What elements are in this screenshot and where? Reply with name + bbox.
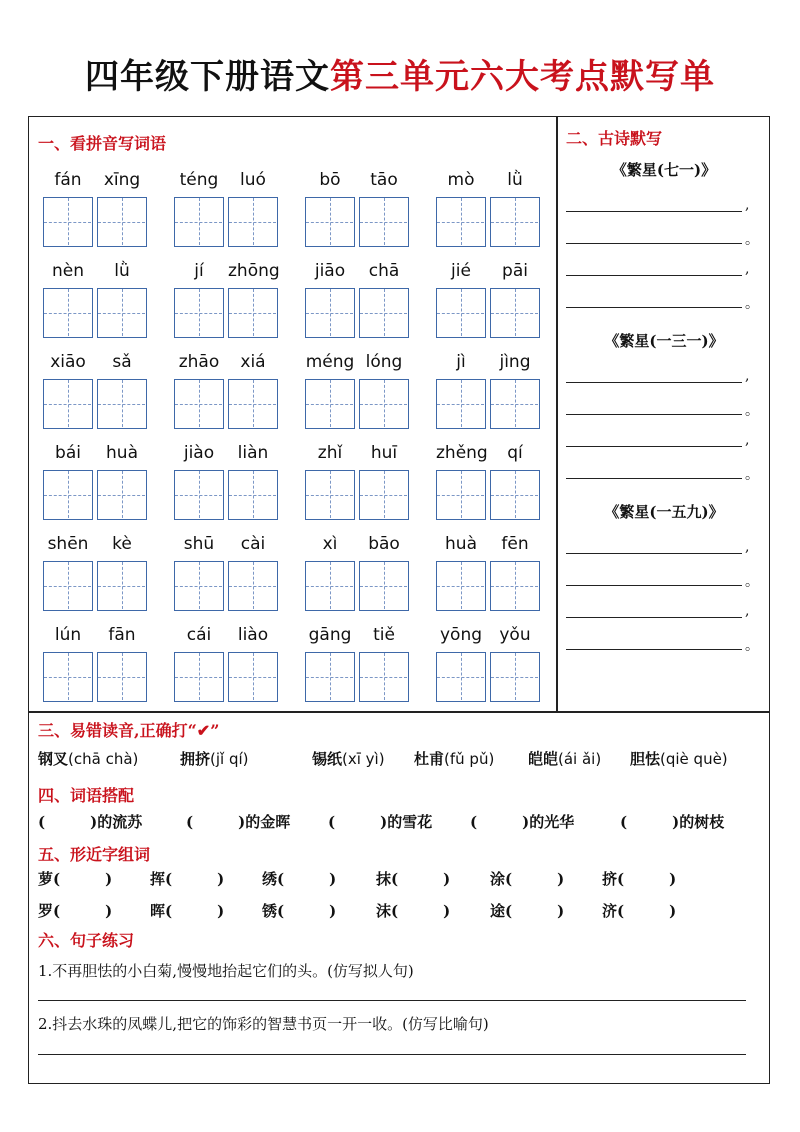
writing-box[interactable] bbox=[359, 470, 409, 520]
writing-box[interactable] bbox=[305, 470, 355, 520]
title-grade: 四年级下册语文 bbox=[85, 57, 330, 97]
writing-box[interactable] bbox=[97, 379, 147, 429]
writing-box[interactable] bbox=[436, 652, 486, 702]
poem-answer-line[interactable] bbox=[566, 307, 742, 308]
pinyin-label: mò bbox=[447, 170, 475, 190]
similar-char-item[interactable]: 挥( ) bbox=[150, 870, 225, 888]
pronunciation-options[interactable]: (chā chà) bbox=[68, 750, 139, 768]
pinyin-label: jié bbox=[451, 261, 471, 281]
writing-box[interactable] bbox=[359, 288, 409, 338]
pinyin-label: liàn bbox=[237, 443, 269, 463]
poem-answer-line[interactable] bbox=[566, 382, 742, 383]
writing-box[interactable] bbox=[436, 379, 486, 429]
section-divider bbox=[28, 711, 770, 713]
poem-title: 《繁星(七一)》 bbox=[611, 161, 717, 179]
collocation-item[interactable]: ( )的流苏 bbox=[38, 813, 143, 831]
similar-char-item[interactable]: 途( ) bbox=[490, 902, 565, 920]
pinyin-label: tiě bbox=[373, 625, 395, 645]
poem-punctuation: 。 bbox=[745, 403, 759, 419]
similar-char-item[interactable]: 锈( ) bbox=[262, 902, 337, 920]
similar-char-item[interactable]: 绣( ) bbox=[262, 870, 337, 888]
writing-box[interactable] bbox=[97, 197, 147, 247]
poem-answer-line[interactable] bbox=[566, 414, 742, 415]
title-unit: 第三单元六大考点默写单 bbox=[330, 57, 715, 97]
section4-title: 四、词语搭配 bbox=[38, 786, 135, 805]
pinyin-label: lóng bbox=[365, 352, 403, 372]
poem-punctuation: , bbox=[745, 368, 750, 384]
writing-box[interactable] bbox=[305, 288, 355, 338]
section6-title: 六、句子练习 bbox=[38, 931, 135, 950]
pinyin-label: lún bbox=[54, 625, 82, 645]
pronunciation-item[interactable] bbox=[38, 748, 138, 769]
poem-answer-line[interactable] bbox=[566, 649, 742, 650]
writing-box[interactable] bbox=[305, 561, 355, 611]
similar-char-item[interactable]: 挤( ) bbox=[602, 870, 677, 888]
pronunciation-word: 杜甫 bbox=[414, 750, 445, 768]
pinyin-label: jì bbox=[456, 352, 466, 372]
similar-char-item[interactable]: 济( ) bbox=[602, 902, 677, 920]
pinyin-label: zhāo bbox=[178, 352, 220, 372]
writing-box[interactable] bbox=[436, 470, 486, 520]
section3-title-end: ” bbox=[210, 721, 220, 740]
answer-line-2[interactable] bbox=[38, 1054, 746, 1055]
section5-title: 五、形近字组词 bbox=[38, 845, 151, 864]
section3-title-text: 三、易错读音,正确打“ bbox=[38, 721, 197, 740]
pinyin-label: zhōng bbox=[228, 261, 280, 281]
pinyin-label: fān bbox=[108, 625, 136, 645]
pinyin-label: huà bbox=[445, 534, 477, 554]
writing-box[interactable] bbox=[305, 652, 355, 702]
writing-box[interactable] bbox=[228, 197, 278, 247]
writing-box[interactable] bbox=[97, 652, 147, 702]
pinyin-label: chā bbox=[368, 261, 400, 281]
pinyin-label: fēn bbox=[501, 534, 529, 554]
pronunciation-word: 钢叉 bbox=[38, 750, 69, 768]
poem-answer-line[interactable] bbox=[566, 211, 742, 212]
writing-box[interactable] bbox=[228, 652, 278, 702]
collocation-item[interactable]: ( )的光华 bbox=[470, 813, 575, 831]
pinyin-label: jiāo bbox=[314, 261, 346, 281]
pinyin-label: liào bbox=[237, 625, 269, 645]
pinyin-label: jiào bbox=[183, 443, 215, 463]
writing-box[interactable] bbox=[228, 379, 278, 429]
writing-box[interactable] bbox=[490, 379, 540, 429]
poem-answer-line[interactable] bbox=[566, 446, 742, 447]
writing-box[interactable] bbox=[490, 470, 540, 520]
pinyin-label: nèn bbox=[51, 261, 84, 281]
poem-title: 《繁星(一三一)》 bbox=[604, 332, 724, 350]
collocation-item[interactable]: ( )的金晖 bbox=[186, 813, 291, 831]
column-divider bbox=[556, 116, 558, 712]
writing-box[interactable] bbox=[174, 652, 224, 702]
pinyin-label: cài bbox=[240, 534, 266, 554]
pinyin-label: gāng bbox=[308, 625, 352, 645]
pinyin-label: yōng bbox=[439, 625, 483, 645]
pinyin-label: jìng bbox=[499, 352, 531, 372]
writing-box[interactable] bbox=[43, 561, 93, 611]
poem-answer-line[interactable] bbox=[566, 275, 742, 276]
pinyin-label: lǜ bbox=[114, 261, 130, 281]
pronunciation-word: 皑皑 bbox=[528, 750, 559, 768]
pinyin-label: sǎ bbox=[112, 352, 132, 372]
writing-box[interactable] bbox=[174, 561, 224, 611]
poem-punctuation: , bbox=[745, 197, 750, 213]
pinyin-label: tāo bbox=[370, 170, 398, 190]
section2-title: 二、古诗默写 bbox=[566, 129, 663, 148]
poem-punctuation: 。 bbox=[745, 574, 759, 590]
writing-box[interactable] bbox=[97, 470, 147, 520]
pronunciation-word: 胆怯 bbox=[630, 750, 661, 768]
pinyin-label: xiá bbox=[240, 352, 266, 372]
poem-punctuation: , bbox=[745, 432, 750, 448]
pinyin-label: zhǐ bbox=[317, 443, 343, 463]
section1-title: 一、看拼音写词语 bbox=[38, 134, 167, 153]
writing-box[interactable] bbox=[43, 470, 93, 520]
poem-answer-line[interactable] bbox=[566, 243, 742, 244]
writing-box[interactable] bbox=[43, 652, 93, 702]
similar-char-item[interactable]: 罗( ) bbox=[38, 902, 113, 920]
pronunciation-item[interactable] bbox=[312, 748, 385, 769]
pinyin-label: huà bbox=[106, 443, 138, 463]
writing-box[interactable] bbox=[174, 379, 224, 429]
poem-answer-line[interactable] bbox=[566, 617, 742, 618]
poem-punctuation: , bbox=[745, 261, 750, 277]
pinyin-label: luó bbox=[240, 170, 266, 190]
pronunciation-item[interactable] bbox=[528, 748, 601, 769]
sentence-question-1: 1.不再胆怯的小白菊,慢慢地抬起它们的头。(仿写拟人句) bbox=[38, 962, 414, 980]
pinyin-label: lǜ bbox=[507, 170, 523, 190]
poem-answer-line[interactable] bbox=[566, 478, 742, 479]
answer-line-1[interactable] bbox=[38, 1000, 746, 1001]
pinyin-label: qí bbox=[507, 443, 523, 463]
section3-title bbox=[38, 718, 219, 741]
pronunciation-options[interactable]: (fǔ pǔ) bbox=[444, 750, 495, 768]
writing-box[interactable] bbox=[436, 197, 486, 247]
writing-box[interactable] bbox=[228, 561, 278, 611]
pronunciation-options[interactable]: (jǐ qí) bbox=[210, 750, 249, 768]
writing-box[interactable] bbox=[490, 197, 540, 247]
similar-char-item[interactable]: 抹( ) bbox=[376, 870, 451, 888]
pronunciation-item[interactable] bbox=[414, 748, 494, 769]
pronunciation-item[interactable] bbox=[180, 748, 249, 769]
pronunciation-options[interactable]: (ái ǎi) bbox=[558, 750, 602, 768]
writing-box[interactable] bbox=[436, 561, 486, 611]
writing-box[interactable] bbox=[490, 561, 540, 611]
similar-char-item[interactable]: 涂( ) bbox=[490, 870, 565, 888]
sentence-question-2: 2.抖去水珠的凤蝶儿,把它的饰彩的智慧书页一开一收。(仿写比喻句) bbox=[38, 1015, 489, 1033]
writing-box[interactable] bbox=[174, 470, 224, 520]
pinyin-label: fán bbox=[54, 170, 82, 190]
writing-box[interactable] bbox=[490, 288, 540, 338]
pinyin-label: zhěng bbox=[436, 443, 488, 463]
writing-box[interactable] bbox=[490, 652, 540, 702]
pronunciation-options[interactable]: (qiè què) bbox=[660, 750, 728, 768]
similar-char-item[interactable]: 萝( ) bbox=[38, 870, 113, 888]
writing-box[interactable] bbox=[43, 197, 93, 247]
writing-box[interactable] bbox=[43, 288, 93, 338]
writing-box[interactable] bbox=[97, 561, 147, 611]
similar-char-item[interactable]: 沫( ) bbox=[376, 902, 451, 920]
pinyin-label: shū bbox=[183, 534, 215, 554]
writing-box[interactable] bbox=[174, 197, 224, 247]
pinyin-label: huī bbox=[370, 443, 398, 463]
pinyin-label: téng bbox=[179, 170, 219, 190]
writing-box[interactable] bbox=[174, 288, 224, 338]
writing-box[interactable] bbox=[436, 288, 486, 338]
writing-box[interactable] bbox=[228, 288, 278, 338]
pinyin-label: bái bbox=[55, 443, 81, 463]
writing-box[interactable] bbox=[43, 379, 93, 429]
pronunciation-word: 锡纸 bbox=[312, 750, 343, 768]
pinyin-label: xiāo bbox=[50, 352, 86, 372]
writing-box[interactable] bbox=[228, 470, 278, 520]
pinyin-label: bāo bbox=[368, 534, 400, 554]
page-title bbox=[0, 52, 800, 102]
pinyin-label: pāi bbox=[502, 261, 528, 281]
writing-box[interactable] bbox=[305, 197, 355, 247]
collocation-item[interactable]: ( )的雪花 bbox=[328, 813, 433, 831]
similar-char-item[interactable]: 晖( ) bbox=[150, 902, 225, 920]
pinyin-label: méng bbox=[305, 352, 355, 372]
collocation-item[interactable]: ( )的树枝 bbox=[620, 813, 725, 831]
pinyin-label: bō bbox=[319, 170, 341, 190]
poem-answer-line[interactable] bbox=[566, 585, 742, 586]
pinyin-label: yǒu bbox=[499, 625, 531, 645]
writing-box[interactable] bbox=[97, 288, 147, 338]
pinyin-label: cái bbox=[186, 625, 212, 645]
pinyin-label: kè bbox=[112, 534, 132, 554]
poem-answer-line[interactable] bbox=[566, 553, 742, 554]
pinyin-label: shēn bbox=[47, 534, 89, 554]
poem-punctuation: 。 bbox=[745, 296, 759, 312]
pronunciation-item[interactable] bbox=[630, 748, 728, 769]
pinyin-label: xì bbox=[322, 534, 338, 554]
poem-punctuation: , bbox=[745, 539, 750, 555]
poem-punctuation: 。 bbox=[745, 467, 759, 483]
check-mark-icon: ✔ bbox=[196, 721, 211, 740]
poem-punctuation: 。 bbox=[745, 638, 759, 654]
pinyin-label: jí bbox=[194, 261, 204, 281]
poem-punctuation: 。 bbox=[745, 232, 759, 248]
writing-box[interactable] bbox=[359, 197, 409, 247]
poem-punctuation: , bbox=[745, 603, 750, 619]
writing-box[interactable] bbox=[359, 652, 409, 702]
writing-box[interactable] bbox=[359, 379, 409, 429]
writing-box[interactable] bbox=[359, 561, 409, 611]
poem-title: 《繁星(一五九)》 bbox=[604, 503, 724, 521]
pronunciation-word: 拥挤 bbox=[180, 750, 211, 768]
pronunciation-options[interactable]: (xī yì) bbox=[342, 750, 385, 768]
pinyin-label: xīng bbox=[103, 170, 141, 190]
writing-box[interactable] bbox=[305, 379, 355, 429]
